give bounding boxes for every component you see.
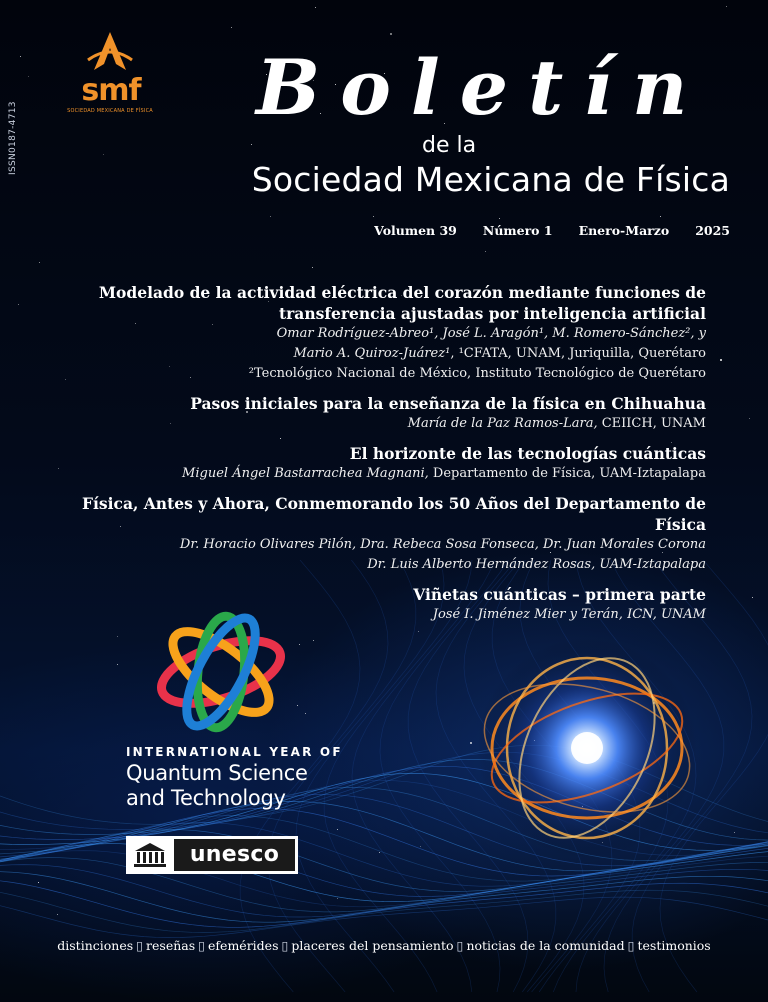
smf-wordmark: smf	[81, 73, 141, 108]
star	[312, 267, 313, 268]
star	[231, 27, 232, 28]
star	[103, 154, 104, 155]
article-heart-modeling	[66, 282, 706, 384]
article-chihuahua	[66, 393, 706, 434]
footer-section: distinciones	[57, 938, 134, 953]
article-title: Pasos iniciales para la enseñanza de la física en Chihuahua	[190, 394, 706, 413]
wave-line	[0, 897, 768, 938]
article-title: Física, Antes y Ahora, Conmemorando los 50 Años del Departamento de Física	[82, 494, 706, 534]
temple-icon	[126, 836, 174, 874]
article-authors: Miguel Ángel Bastarrachea Magnani, Departamento de Física, UAM-Iztapalapa	[182, 466, 706, 481]
article-affiliation: ²Tecnológico Nacional de México, Instituto Tecnológico de Querétaro	[248, 366, 706, 381]
volume-label: Volumen 39	[374, 223, 457, 238]
footer-section: noticias de la comunidad	[466, 938, 625, 953]
issue-info	[374, 223, 730, 238]
star	[660, 216, 661, 217]
smf-flame-icon	[80, 30, 140, 76]
iyq-line-2: Quantum Science	[126, 761, 308, 785]
star	[270, 216, 271, 217]
table-of-contents	[66, 282, 706, 634]
iyq-line-3: and Technology	[126, 786, 286, 810]
footer-section: reseñas	[146, 938, 196, 953]
article-quantum-horizon	[66, 443, 706, 484]
unesco-logo	[126, 836, 298, 874]
star	[726, 6, 727, 7]
issn-number: ISSN0187-4713	[8, 101, 18, 175]
star	[18, 304, 19, 305]
title-de-la: de la	[422, 133, 477, 158]
star	[749, 418, 750, 419]
footer-separator: ▯	[136, 938, 144, 953]
iyq-rings-logo	[146, 604, 296, 740]
star	[28, 76, 29, 77]
article-authors: María de la Paz Ramos-Lara, CEIICH, UNAM	[407, 416, 706, 431]
article-authors-cont: Dr. Luis Alberto Hernández Rosas, UAM-Iztapalapa	[367, 557, 706, 572]
star	[251, 144, 252, 145]
footer-sections	[0, 938, 768, 953]
number-label: Número 1	[482, 223, 553, 238]
star	[20, 56, 21, 57]
year-label: 2025	[695, 223, 730, 238]
star	[373, 216, 374, 217]
unesco-label: unesco	[174, 839, 295, 871]
footer-separator: ▯	[627, 938, 635, 953]
footer-section: efemérides	[208, 938, 279, 953]
star	[58, 468, 59, 469]
article-authors: Dr. Horacio Olivares Pilón, Dra. Rebeca Sosa Fonseca, Dr. Juan Morales Corona	[179, 537, 706, 552]
society-name: Sociedad Mexicana de Física	[251, 160, 730, 199]
iyq-line-1: INTERNATIONAL YEAR OF	[126, 745, 343, 759]
footer-section: testimonios	[637, 938, 711, 953]
wave-line	[0, 890, 768, 932]
iyq-title	[126, 743, 356, 811]
article-physics-then-now	[66, 493, 706, 575]
footer-section: placeres del pensamiento	[291, 938, 454, 953]
star	[315, 7, 316, 8]
star	[485, 251, 486, 252]
footer-separator: ▯	[456, 938, 464, 953]
star	[390, 33, 392, 35]
article-title: Viñetas cuánticas – primera parte	[413, 585, 706, 604]
article-title: Modelado de la actividad eléctrica del corazón mediante funciones de	[98, 283, 706, 302]
magazine-title: Boletín	[256, 43, 708, 132]
period-label: Enero-Marzo	[578, 223, 670, 238]
footer-separator: ▯	[281, 938, 289, 953]
wave-line	[0, 881, 768, 928]
article-authors: José I. Jiménez Mier y Terán, ICN, UNAM	[432, 607, 706, 622]
article-title-cont: transferencia ajustadas por inteligencia artificial	[278, 304, 706, 323]
glowing-atom-orb	[452, 628, 722, 878]
star	[39, 262, 40, 263]
smf-logo	[62, 30, 158, 118]
article-authors-cont: Mario A. Quiroz-Juárez¹, ¹CFATA, UNAM, Juriquilla, Querétaro	[293, 346, 706, 361]
article-authors: Omar Rodríguez-Abreo¹, José L. Aragón¹, M. Romero-Sánchez², y	[276, 326, 706, 341]
footer-separator: ▯	[198, 938, 206, 953]
article-title: El horizonte de las tecnologías cuánticas	[349, 444, 706, 463]
star	[499, 218, 500, 219]
star	[720, 359, 722, 361]
smf-subtitle: SOCIEDAD MEXICANA DE FÍSICA	[67, 108, 153, 114]
